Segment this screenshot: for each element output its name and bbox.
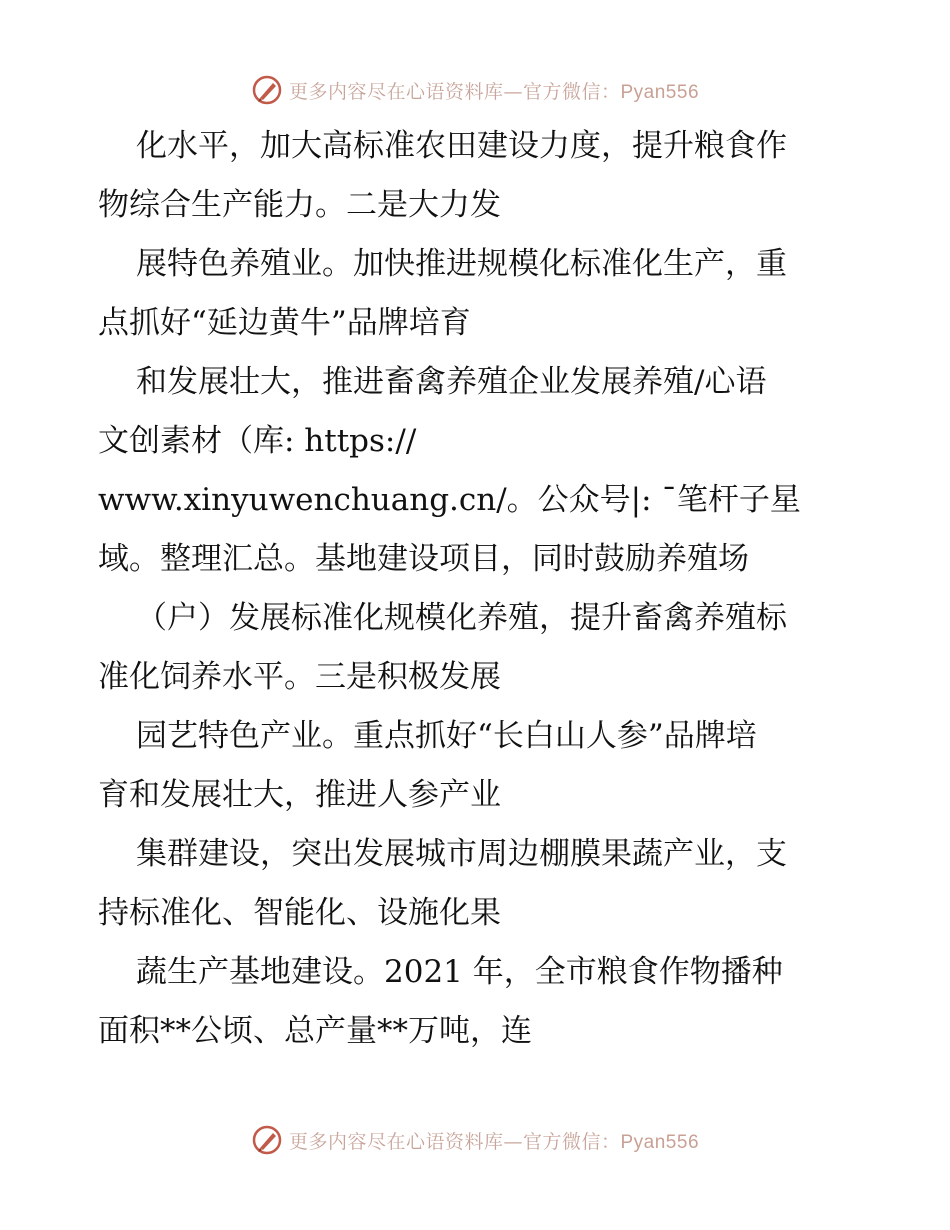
pen-logo-icon	[251, 74, 283, 106]
header-watermark-banner	[0, 72, 950, 108]
text-line: 文创素材（库: https://	[98, 423, 417, 459]
text-line: 和发展壮大，推进畜禽养殖企业发展养殖/心语	[136, 364, 767, 400]
text-line: 园艺特色产业。重点抓好“长白山人参”品牌培	[136, 718, 757, 754]
text-line: 育和发展壮大，推进人参产业	[98, 777, 501, 813]
text-line: 化水平，加大高标准农田建设力度，提升粮食作	[136, 128, 787, 164]
watermark-text: 更多内容尽在心语资料库—官方微信：Pyan556	[288, 1130, 700, 1153]
text-line: 持标准化、智能化、设施化果	[98, 895, 501, 931]
footer-watermark-banner	[0, 1122, 950, 1158]
text-line: 蔬生产基地建设。2021 年，全市粮食作物播种	[136, 954, 783, 990]
text-line: 集群建设，突出发展城市周边棚膜果蔬产业，支	[136, 836, 787, 872]
text-line: 物综合生产能力。二是大力发	[98, 187, 501, 223]
text-line: 准化饲养水平。三是积极发展	[98, 659, 501, 695]
watermark-text: 更多内容尽在心语资料库—官方微信：Pyan556	[288, 80, 700, 103]
text-line: 展特色养殖业。加快推进规模化标准化生产，重	[136, 246, 787, 282]
document-body	[98, 117, 858, 1061]
text-line: 面积**公顷、总产量**万吨，连	[98, 1013, 532, 1049]
pen-logo-icon	[251, 1124, 283, 1156]
text-line: （户）发展标准化规模化养殖，提升畜禽养殖标	[136, 600, 787, 636]
text-line: www.xinyuwenchuang.cn/。公众号|: ¯笔杆子星	[98, 482, 801, 518]
text-line: 点抓好“延边黄牛”品牌培育	[98, 305, 471, 341]
text-line: 域。整理汇总。基地建设项目，同时鼓励养殖场	[98, 541, 749, 577]
